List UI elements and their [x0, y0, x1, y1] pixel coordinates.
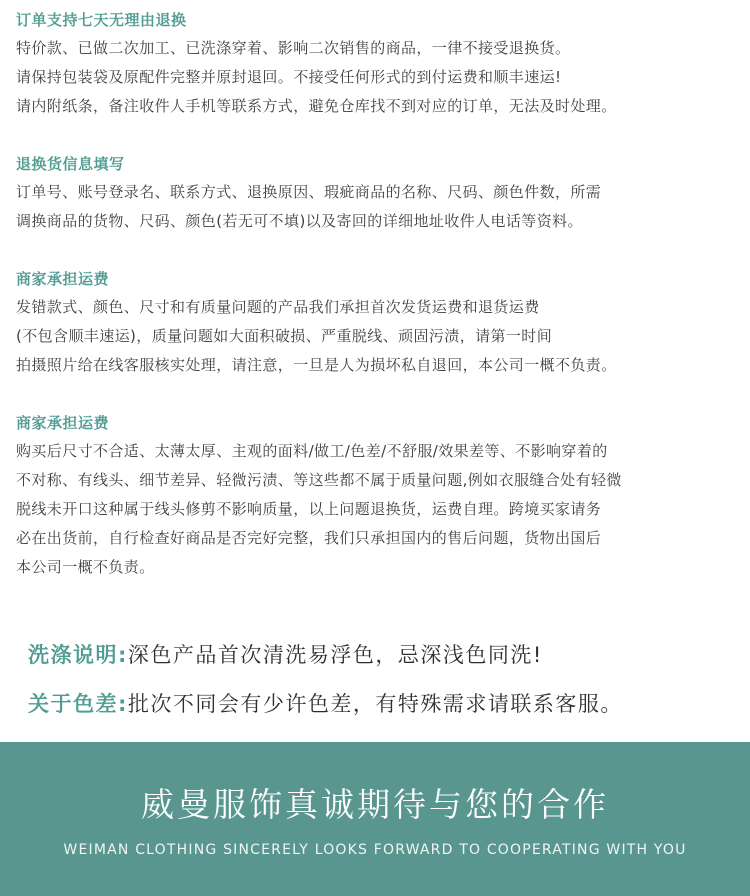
section-line: 调换商品的货物、尺码、颜色(若无可不填)以及寄回的详细地址收件人电话等资料。 — [16, 212, 583, 230]
color-difference-note — [28, 689, 744, 719]
note-label: 关于色差: — [28, 692, 128, 716]
section-line: 必在出货前，自行检查好商品是否完好完整，我们只承担国内的售后问题，货物出国后 — [16, 529, 602, 547]
note-text: 深色产品首次清洗易浮色，忌深浅色同洗! — [127, 643, 543, 667]
footer-subtitle: WEIMAN CLOTHING SINCERELY LOOKS FORWARD TO COOPERATING WITH YOU — [63, 842, 687, 858]
note-text: 批次不同会有少许色差，有特殊需求请联系客服。 — [127, 692, 623, 716]
section-seven-day-returns — [16, 10, 742, 121]
section-line: 订单号、账号登录名、联系方式、退换原因、瑕疵商品的名称、尺码、颜色件数，所需 — [16, 183, 602, 201]
footer-banner — [0, 742, 750, 896]
section-title: 商家承担运费 — [16, 414, 110, 432]
section-title: 订单支持七天无理由退换 — [16, 11, 187, 29]
section-merchant-shipping — [16, 269, 742, 380]
section-line: 本公司一概不负责。 — [16, 558, 155, 576]
section-line: 发错款式、颜色、尺寸和有质量问题的产品我们承担首次发货运费和退货运费 — [16, 298, 540, 316]
section-line: 不对称、有线头、细节差异、轻微污渍、等这些都不属于质量问题,例如衣服缝合处有轻微 — [16, 471, 622, 489]
section-title: 退换货信息填写 — [16, 155, 125, 173]
section-line: 请内附纸条，备注收件人手机等联系方式，避免仓库找不到对应的订单，无法及时处理。 — [16, 97, 617, 115]
section-line: 脱线未开口这种属于线头修剪不影响质量，以上问题退换货，运费自理。跨境买家请务 — [16, 500, 602, 518]
care-notes — [28, 640, 744, 738]
note-label: 洗涤说明: — [28, 643, 128, 667]
washing-instructions — [28, 640, 744, 670]
section-title: 商家承担运费 — [16, 270, 110, 288]
section-buyer-shipping — [16, 413, 742, 582]
section-line: 购买后尺寸不合适、太薄太厚、主观的面料/做工/色差/不舒服/效果差等、不影响穿着的 — [16, 442, 608, 460]
section-return-info — [16, 154, 742, 236]
section-line: 特价款、已做二次加工、已洗涤穿着、影响二次销售的商品，一律不接受退换货。 — [16, 39, 571, 57]
policy-content — [16, 10, 742, 615]
footer-title: 威曼服饰真诚期待与您的合作 — [141, 785, 609, 824]
section-line: 请保持包装袋及原配件完整并原封退回。不接受任何形式的到付运费和顺丰速运! — [16, 68, 562, 86]
section-line: 拍摄照片给在线客服核实处理，请注意，一旦是人为损坏私自退回，本公司一概不负责。 — [16, 356, 617, 374]
section-line: (不包含顺丰速运)，质量问题如大面积破损、严重脱线、顽固污渍，请第一时间 — [16, 327, 553, 345]
